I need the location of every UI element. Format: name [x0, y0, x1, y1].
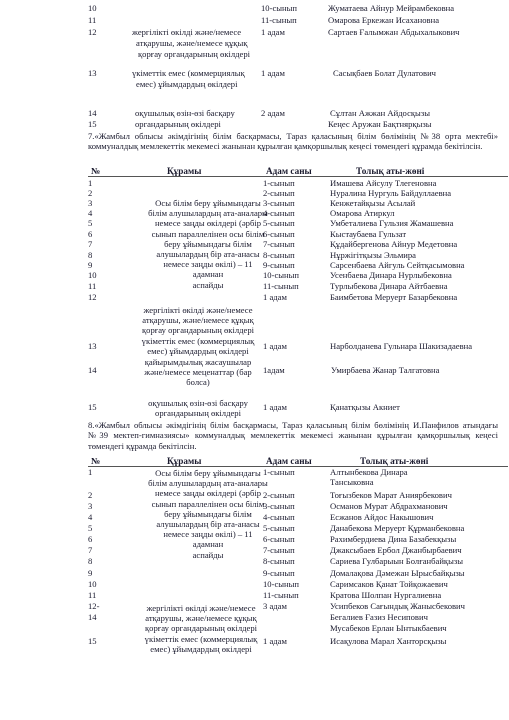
- row-number: 2: [88, 188, 93, 198]
- row-name: Усипбеков Сағындық Жанысбекович: [330, 601, 465, 611]
- row-number: 15: [88, 402, 97, 412]
- row-name: Имашева Айсулу Тлегеновна: [330, 178, 437, 188]
- composition-line: беру ұйымындағы білім: [164, 508, 252, 519]
- composition-line: қорғау органдарының өкілдері: [141, 325, 255, 336]
- composition-local: [135, 305, 261, 336]
- row-count: 1 адам: [263, 292, 287, 302]
- composition-line: Осы білім беру ұйымындағы: [155, 468, 261, 478]
- row-number: 11: [88, 15, 97, 25]
- row-count: 2-сынып: [263, 188, 295, 198]
- row-name: Умбеталиева Гульзия Жамашевна: [330, 218, 454, 228]
- row-number: 8: [88, 250, 93, 260]
- row-count: 11-сынып: [261, 15, 297, 25]
- composition-line: үкіметтік емес (коммерциялық: [132, 68, 245, 78]
- row-name: Тоғызбеков Марат Аниярбекович: [330, 490, 452, 500]
- row-name: Құдайбергенова Айнур Медетовна: [330, 239, 458, 249]
- row-count: 2 адам: [261, 108, 285, 118]
- row-count: 1 адам: [263, 341, 287, 351]
- composition-line: органдарының өкілдері: [155, 408, 241, 419]
- row-number: 5: [88, 218, 93, 228]
- row-count: 11-сынып: [263, 590, 299, 600]
- row-number: 6: [88, 229, 93, 239]
- composition-line: немесе заңды өкілдері (әрбір: [154, 488, 262, 499]
- row-name: Исақулова Марал Ханторсқызы: [330, 636, 447, 646]
- row-count: 5-сынып: [263, 523, 295, 533]
- header-count: Адам саны: [266, 456, 312, 466]
- composition-line: жергілікті өкілді және/немесе: [132, 27, 242, 37]
- composition-line: болса): [186, 377, 210, 388]
- composition-line: емес) ұйымдардың өкілдері: [147, 346, 249, 357]
- composition-charity: [135, 357, 261, 388]
- row-name: Сартаев Ғалымжан Абдыхалыкович: [328, 27, 460, 37]
- composition-line: үкіметтік емес (коммерциялық: [141, 336, 255, 346]
- composition-line: немесе заңды өкілі) – 11 адамнан: [163, 259, 253, 280]
- row-count: 9-сынып: [263, 260, 295, 270]
- composition-line: алушылардың бір ата-анасы: [156, 249, 260, 260]
- composition-line: атқарушы, және/немесе құқық: [136, 38, 248, 48]
- row-count: 8-сынып: [263, 556, 295, 566]
- composition-line: Осы білім беру ұйымындағы: [155, 198, 261, 208]
- row-number: 1: [88, 467, 93, 477]
- row-name: Османов Мурат Абдрахманович: [330, 501, 448, 511]
- row-number: 10: [88, 3, 97, 13]
- row-number: 15: [88, 636, 97, 646]
- row-number: 11: [88, 281, 97, 291]
- row-name: Рахимбердиева Дина Базабекқызы: [330, 534, 457, 544]
- composition-line: қорғау органдарының өкілдері: [138, 49, 251, 59]
- row-count: 11-сынып: [263, 281, 299, 291]
- row-number: 4: [88, 208, 93, 218]
- row-count: 2-сынып: [263, 490, 295, 500]
- row-count: 1адам: [263, 365, 285, 375]
- composition-line: алушылардың бір ата-анасы: [156, 519, 260, 530]
- composition-parents: [148, 468, 268, 560]
- composition-line: білім алушылардың ата-аналары: [148, 478, 268, 489]
- composition-local: [140, 603, 262, 634]
- row-count: 7-сынып: [263, 239, 295, 249]
- row-name: Данабекова Меруерт Құрманбековна: [330, 523, 465, 533]
- row-count: 10-сынып: [263, 579, 300, 589]
- row-number: 5: [88, 523, 93, 533]
- composition-line: беру ұйымындағы білім: [164, 238, 252, 249]
- row-number: 1: [88, 178, 93, 188]
- composition-ngo: [140, 634, 262, 654]
- row-name: Турлыбекова Динара Айтбаевна: [330, 281, 448, 291]
- composition-student: [135, 398, 261, 418]
- row-number: 12: [88, 292, 97, 302]
- header-count: Адам саны: [266, 166, 312, 176]
- header-number: №: [91, 456, 101, 466]
- row-count: 10-сынып: [263, 270, 300, 280]
- row-count: 1-сынып: [263, 178, 295, 188]
- row-number: 7: [88, 545, 93, 555]
- composition-line: сынып параллелінен осы білім: [151, 498, 265, 509]
- composition-line: жергілікті өкілді және/немесе: [146, 603, 256, 613]
- row-number: 15: [88, 119, 97, 129]
- composition-line: сынып параллелінен осы білім: [151, 228, 265, 239]
- header-fullname: Толық аты-жөні: [356, 166, 425, 176]
- composition-parents: [148, 198, 268, 290]
- composition-line: үкіметтік емес (коммерциялық: [144, 634, 258, 644]
- composition-line: қайырымдылық жасаушылар: [144, 357, 252, 367]
- row-name: Мусабеков Ерлан Ынтыкбаевич: [330, 623, 447, 633]
- row-name: Бегалиев Ғазиз Несипович: [330, 612, 428, 622]
- row-count: 3-сынып: [263, 501, 295, 511]
- row-count: 5-сынып: [263, 218, 295, 228]
- row-count: 3 адам: [263, 601, 287, 611]
- row-name: Баимбетова Меруерт Базарбековна: [330, 292, 458, 302]
- row-number: 4: [88, 512, 93, 522]
- row-number: 9: [88, 568, 93, 578]
- row-count: 1-сынып: [263, 467, 295, 477]
- row-name: Нарболданева Гульнара Шакизадаевна: [330, 341, 473, 351]
- row-name: Кратова Шолпан Нургалиевна: [330, 590, 442, 600]
- row-number: 10: [88, 270, 97, 280]
- row-number: 2: [88, 490, 93, 500]
- row-name: Қанатқызы Акниет: [330, 402, 400, 412]
- row-name: Тансыковна: [330, 477, 374, 487]
- row-count: 7-сынып: [263, 545, 295, 555]
- row-number: 13: [88, 68, 97, 78]
- row-name: Есжанов Айдос Накышович: [330, 512, 434, 522]
- header-composition: Құрамы: [167, 456, 202, 466]
- composition-line: аспайды: [192, 549, 224, 560]
- row-name: Омарова Еркежан Исахановна: [328, 15, 440, 25]
- row-count: 10-сынып: [261, 3, 298, 13]
- row-name: Сарсенбаева Айгуль Сейтқасымовна: [330, 260, 465, 270]
- header-composition: Құрамы: [167, 166, 202, 176]
- composition-line: органдарының өкілдері: [135, 119, 221, 129]
- row-name: Жуматаева Айнур Мейрамбековна: [328, 3, 455, 13]
- header-fullname: Толық аты-жөні: [360, 456, 429, 466]
- row-name: Умирбаева Жанар Талгатовна: [331, 365, 440, 375]
- row-number: 14: [88, 612, 97, 622]
- row-number: 13: [88, 341, 97, 351]
- row-number: 6: [88, 534, 93, 544]
- header-underline: [88, 466, 508, 467]
- row-number: 7: [88, 239, 93, 249]
- row-count: 1 адам: [263, 402, 287, 412]
- row-count: 6-сынып: [263, 534, 295, 544]
- composition-line: аспайды: [192, 279, 224, 290]
- row-count: 3-сынып: [263, 198, 295, 208]
- composition-line: атқарушы, және/немесе құқық: [142, 315, 254, 326]
- row-number: 9: [88, 260, 93, 270]
- row-name: Нуралина Нургуль Байдуллаевна: [330, 188, 452, 198]
- composition-line: оқушылық өзін-өзі басқару: [148, 398, 248, 408]
- row-name: Сұлтан Ажжан Айдосқызы: [330, 108, 431, 118]
- row-name: Кеңес Аружан Бақтнярқызы: [328, 119, 432, 129]
- row-name: Алтынбекова Динара: [330, 467, 408, 477]
- row-number: 14: [88, 365, 97, 375]
- row-count: 1 адам: [261, 27, 285, 37]
- row-count: 6-сынып: [263, 229, 295, 239]
- row-name: Саримсаков Қанат Тойқожаевич: [330, 579, 448, 589]
- row-name: Джаксыбаев Ербол Джанбырбаевич: [330, 545, 462, 555]
- row-count: 8-сынып: [263, 250, 295, 260]
- row-number: 12: [88, 27, 97, 37]
- row-name: Омарова Атиркул: [330, 208, 395, 218]
- row-number: 10: [88, 579, 97, 589]
- composition-line: жергілікті өкілді және/немесе: [143, 305, 253, 315]
- section-8-paragraph: 8.«Жамбыл облысы әкімдігінің білім басқармасы, Тараз қаласының білім бөлімінің И.Панфилов атындағы №39 мектеп-гимназиясы» коммуналдық мемлекеттік мекемесі жанынан құрылған қамқоршылық кеңесі төмендегі құрамда бекітілсін.: [88, 420, 498, 451]
- row-count: 4-сынып: [263, 512, 295, 522]
- composition-line: білім алушылардың ата-аналары: [148, 208, 268, 219]
- row-number: 8: [88, 556, 93, 566]
- header-underline: [88, 176, 508, 177]
- row-number: 3: [88, 198, 93, 208]
- row-count: 1 адам: [261, 68, 285, 78]
- row-number: 12-: [88, 601, 100, 611]
- row-name: Сариева Гулбарыын Болғанбайқызы: [330, 556, 464, 566]
- row-name: Нұржігітқызы Эльмира: [330, 250, 416, 260]
- composition-line: атқарушы, және/немесе құқық: [145, 613, 257, 624]
- header-number: №: [91, 166, 101, 176]
- row-number: 3: [88, 501, 93, 511]
- composition-line: қорғау органдарының өкілдері: [144, 623, 258, 634]
- composition-line: және/немесе меценаттар (бар: [144, 367, 252, 378]
- composition-line: оқушылық өзін-өзі басқару: [135, 108, 235, 118]
- row-name: Усенбаева Динара Нурлыбековна: [330, 270, 452, 280]
- row-count: 9-сынып: [263, 568, 295, 578]
- row-name: Домалақова Дәмежан Ырысбайқызы: [330, 568, 465, 578]
- row-name: Сасықбаев Болат Дулатович: [333, 68, 436, 78]
- row-count: 4-сынып: [263, 208, 295, 218]
- section-7-paragraph: 7.«Жамбыл облысы әкімдігінің білім басқармасы, Тараз қаласының білім бөлімінің №38 орта мектебі» коммуналдық мемлекеттік мекемесі жанынан құрылған қамқоршылық кеңесі төмендегі құрамда бекітілсін.: [88, 131, 498, 152]
- composition-line: немесе заңды өкілі) – 11 адамнан: [163, 529, 253, 550]
- row-name: Кенжетайқызы Асылай: [330, 198, 416, 208]
- row-number: 11: [88, 590, 97, 600]
- row-number: 14: [88, 108, 97, 118]
- row-name: Кыстаубаева Гульзат: [330, 229, 407, 239]
- composition-ngo: [135, 336, 261, 356]
- row-count: 1 адам: [263, 636, 287, 646]
- composition-line: емес) ұйымдардың өкілдері: [150, 644, 252, 655]
- composition-line: немесе заңды өкілдері (әрбір: [154, 218, 262, 229]
- composition-line: емес) ұйымдардың өкілдері: [136, 79, 238, 89]
